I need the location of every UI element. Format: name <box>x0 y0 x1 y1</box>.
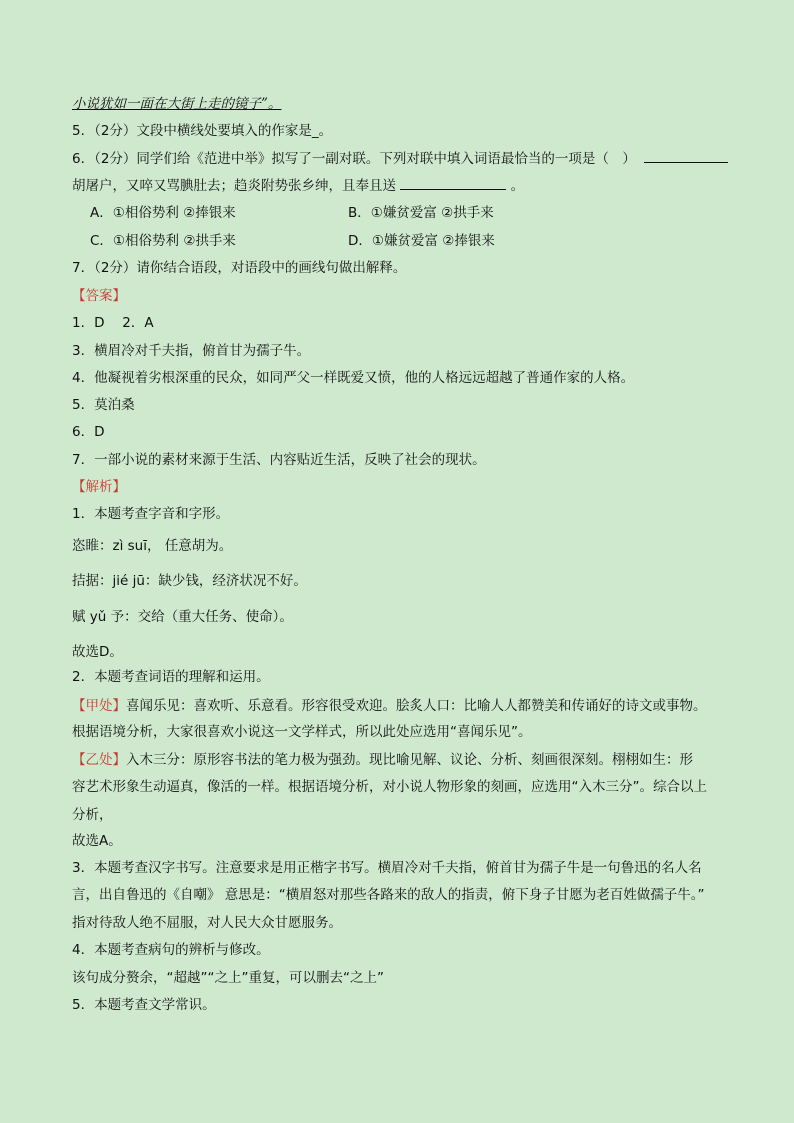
analysis-4-line-2: 该句成分赘余，“超越”“之上”重复，可以删去“之上” <box>72 970 384 986</box>
answer-line-1: 1．D 2．A <box>72 315 154 331</box>
question-5: 5．（2分）文段中横线处要填入的作家是_。 <box>72 123 333 139</box>
option-a: A．①相俗势利 ②捧银来 <box>90 205 236 221</box>
analysis-4: 4．本题考查病句的辨析与修改。 <box>72 942 270 958</box>
intro-line: 小说犹如一面在大街上走的镜子”。 <box>72 96 282 112</box>
analysis-2-yi-3: 分析， <box>72 807 113 823</box>
analysis-1: 1．本题考查字音和字形。 <box>72 506 230 522</box>
answer-line-5: 5．莫泊桑 <box>72 397 135 413</box>
analysis-2-conclusion: 故选A。 <box>72 833 122 849</box>
answer-header: 【答案】 <box>72 288 126 304</box>
jia-tag: 【甲处】 <box>72 698 126 714</box>
analysis-3-line-3: 指对待敌人绝不屈服，对人民大众甘愿服务。 <box>72 915 342 931</box>
answer-line-7: 7．一部小说的素材来源于生活、内容贴近生活，反映了社会的现状。 <box>72 452 486 468</box>
analysis-2-jia-2: 根据语境分析，大家很喜欢小说这一文学样式，所以此处应选用“喜闻乐见”。 <box>72 724 532 740</box>
analysis-3: 3．本题考查汉字书写。注意要求是用正楷字书写。横眉冷对千夫指，俯首甘为孺子牛是一句鲁迅的名人名 <box>72 860 702 876</box>
answer-line-6: 6．D <box>72 424 105 440</box>
option-c: C．①相俗势利 ②拱手来 <box>90 233 236 249</box>
analysis-1-conclusion: 故选D。 <box>72 644 123 660</box>
analysis-2: 2．本题考查词语的理解和运用。 <box>72 669 270 685</box>
question-6 <box>72 150 728 168</box>
analysis-header: 【解析】 <box>72 479 126 495</box>
jia-text: 喜闻乐见：喜欢听、乐意看。形容很受欢迎。脍炙人口：比喻人人都赞美和传诵好的诗文或事物。 <box>126 698 707 714</box>
question-6-couplet <box>72 177 524 195</box>
option-b: B．①嫌贫爱富 ②拱手来 <box>348 205 494 221</box>
answer-blank-1 <box>644 150 728 163</box>
analysis-2-jia <box>72 697 707 715</box>
answer-line-4: 4．他凝视着劣根深重的民众，如同严父一样既爱又愤，他的人格远远超越了普通作家的人格。 <box>72 370 635 386</box>
couplet-text: 胡屠户，又啐又骂腆肚去；趋炎附势张乡绅，且奉且送 <box>72 178 396 194</box>
yi-text: 入木三分：原形容书法的笔力极为强劲。现比喻见解、议论、分析、刻画很深刻。栩栩如生：形 <box>126 752 693 768</box>
analysis-1-item-1: 恣睢：zì suī， 任意胡为。 <box>72 538 233 554</box>
analysis-2-yi <box>72 751 693 769</box>
question-7: 7．（2分）请你结合语段，对语段中的画线句做出解释。 <box>72 260 407 276</box>
analysis-2-yi-2: 容艺术形象生动逼真，像活的一样。根据语境分析，对小说人物形象的刻画，应选用“入木三分”。综合以上 <box>72 779 707 795</box>
analysis-1-item-3: 赋 yǔ 予：交给（重大任务、使命）。 <box>72 609 293 625</box>
answer-line-3: 3．横眉冷对千夫指，俯首甘为孺子牛。 <box>72 343 311 359</box>
analysis-3-line-2: 言，出自鲁迅的《自嘲》 意思是：“横眉怒对那些各路来的敌人的指责，俯下身子甘愿为老百姓做孺子牛。” <box>72 887 705 903</box>
analysis-5: 5．本题考查文学常识。 <box>72 997 216 1013</box>
yi-tag: 【乙处】 <box>72 752 126 768</box>
option-d: D．①嫌贫爱富 ②捧银来 <box>348 233 495 249</box>
question-6-text: 6．（2分）同学们给《范进中举》拟写了一副对联。下列对联中填入词语最恰当的一项是（ ） <box>72 151 636 167</box>
couplet-end: 。 <box>510 178 525 194</box>
analysis-1-item-2: 拮据：jié jū：缺少钱，经济状况不好。 <box>72 573 307 589</box>
answer-blank-2 <box>400 177 506 190</box>
